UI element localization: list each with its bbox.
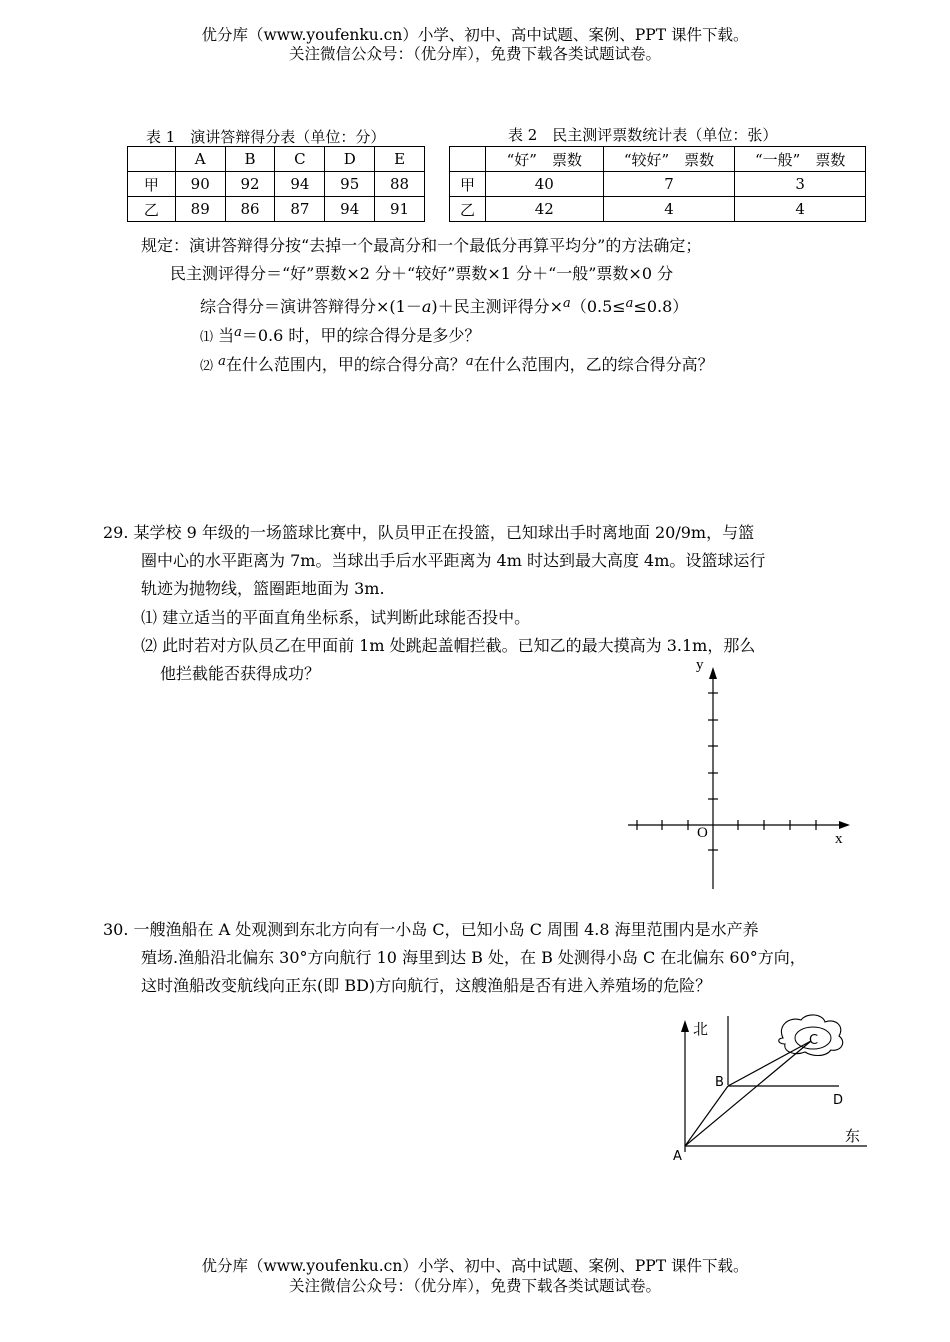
table-cell: 90 (175, 172, 225, 197)
q29-sub2-line-2: 他拦截能否获得成功？ (160, 664, 321, 683)
q29-text-1: 某学校 9 年级的一场篮球比赛中，队员甲正在投篮，已知球出手时离地面 20/9m，与篮 (133, 523, 755, 542)
table-cell: 92 (225, 172, 275, 197)
table-cell: 40 (485, 172, 603, 197)
table-row (128, 147, 425, 172)
table-row (128, 197, 425, 222)
north-label: 北 (693, 1020, 709, 1038)
segment-bc (728, 1041, 811, 1086)
table-cell: 91 (375, 197, 425, 222)
variable-a: a (465, 354, 474, 369)
footer-line-1: 优分库（www.youfenku.cn）小学、初中、高中试题、案例、PPT 课件下载。 (201, 1257, 749, 1275)
q30-line-3: 这时渔船改变航线向正东(即 BD)方向航行，这艘渔船是否有进入养殖场的危险？ (141, 976, 712, 995)
table-cell: 95 (325, 172, 375, 197)
y-axis-label: y (696, 657, 704, 673)
table-row (450, 172, 866, 197)
table2-caption: 表 2 民主测评票数统计表（单位：张） (508, 126, 778, 144)
north-arrow (681, 1020, 689, 1032)
q29-sub2-line-1: ⑵ 此时若对方队员乙在甲面前 1m 处跳起盖帽拦截。已知乙的最大摸高为 3.1m，那么 (141, 636, 756, 655)
rule-line-2: 民主测评得分＝“好”票数×2 分＋“较好”票数×1 分＋“一般”票数×0 分 (170, 264, 674, 283)
speech-score-table (127, 146, 425, 222)
q29-sub1: ⑴ 建立适当的平面直角坐标系，试判断此球能否投中。 (141, 608, 531, 627)
origin-label: O (697, 825, 708, 841)
q30-text-1: 一艘渔船在 A 处观测到东北方向有一小岛 C，已知小岛 C 周围 4.8 海里范围内是水产养 (133, 920, 759, 939)
table-cell: 94 (275, 172, 325, 197)
footer-line-2: 关注微信公众号：（优分库），免费下载各类试题试卷。 (288, 1277, 661, 1295)
table-cell: 4 (735, 197, 866, 222)
variable-a: a (234, 325, 242, 340)
header-line-2: 关注微信公众号：（优分库），免费下载各类试题试卷。 (288, 45, 661, 63)
y-axis-arrow (709, 667, 717, 679)
rule3-range-pre: （0.5≤ (570, 297, 626, 316)
table-cell: 88 (375, 172, 425, 197)
rule3-pre: 综合得分＝演讲答辩得分×(1－ (200, 297, 422, 316)
east-label: 东 (845, 1127, 861, 1145)
q28-sub2 (200, 352, 714, 377)
q29-line-1 (103, 519, 754, 547)
q30-line-2: 殖场.渔船沿北偏东 30°方向航行 10 海里到达 B 处，在 B 处测得小岛 C 在北偏东 60°方向， (141, 948, 806, 967)
table-cell: 3 (735, 172, 866, 197)
coordinate-axes (620, 655, 860, 895)
q29-line-2: 圈中心的水平距离为 7m。当球出手后水平距离为 4m 时达到最大高度 4m。设篮球运行 (141, 551, 766, 570)
point-b-label: B (715, 1075, 724, 1090)
variable-a: a (625, 296, 634, 311)
header-line-1: 优分库（www.youfenku.cn）小学、初中、高中试题、案例、PPT 课件下载。 (201, 26, 749, 44)
rule-line-3 (200, 294, 688, 317)
point-c-label: C (809, 1033, 819, 1048)
rule3-mid: )＋民主测评得分× (431, 297, 564, 316)
table-cell: 94 (325, 197, 375, 222)
table-cell (128, 147, 176, 172)
table-cell: 42 (485, 197, 603, 222)
table-header-cell: “较好” 票数 (603, 147, 735, 172)
vote-count-table (449, 146, 866, 222)
table-cell: 87 (275, 197, 325, 222)
question-number: 30. (103, 920, 129, 939)
table-header-cell: B (225, 147, 275, 172)
row-label: 乙 (128, 197, 176, 222)
table-header-cell: E (375, 147, 425, 172)
segment-ac (685, 1041, 811, 1146)
variable-a: a (218, 354, 226, 369)
variable-a: a (563, 296, 571, 311)
sub-number: ⑴ (200, 330, 214, 345)
sub-number: ⑵ (200, 359, 214, 374)
sub1-pre: 当 (213, 326, 235, 345)
table-cell: 4 (603, 197, 735, 222)
table-row (450, 197, 866, 222)
table-cell (450, 147, 486, 172)
row-label: 甲 (128, 172, 176, 197)
sub1-post: ＝0.6 时，甲的综合得分是多少？ (241, 326, 481, 345)
row-label: 甲 (450, 172, 486, 197)
sub2-post: 在什么范围内，乙的综合得分高？ (473, 355, 714, 374)
sub2-mid: 在什么范围内，甲的综合得分高？ (225, 355, 466, 374)
table-row (128, 172, 425, 197)
rule3-range-post: ≤0.8） (633, 297, 689, 316)
navigation-diagram (665, 1010, 875, 1165)
rule-line-1: 规定：演讲答辩得分按“去掉一个最高分和一个最低分再算平均分”的方法确定； (141, 236, 702, 255)
x-axis-label: x (835, 831, 843, 847)
table-header-cell: C (275, 147, 325, 172)
q29-line-3: 轨迹为抛物线，篮圈距地面为 3m. (141, 579, 385, 598)
q30-line-1 (103, 916, 759, 944)
q28-sub1 (200, 323, 480, 348)
table-header-cell: “一般” 票数 (735, 147, 866, 172)
table-header-cell: D (325, 147, 375, 172)
variable-a: a (421, 297, 432, 316)
table-cell: 89 (175, 197, 225, 222)
table1-caption: 表 1 演讲答辩得分表（单位：分） (146, 128, 386, 146)
question-number: 29. (103, 523, 129, 542)
table-header-cell: “好” 票数 (485, 147, 603, 172)
table-row (450, 147, 866, 172)
table-cell: 86 (225, 197, 275, 222)
table-cell: 7 (603, 172, 735, 197)
table-header-cell: A (175, 147, 225, 172)
row-label: 乙 (450, 197, 486, 222)
point-a-label: A (673, 1149, 682, 1164)
x-axis-arrow (839, 821, 850, 829)
point-d-label: D (833, 1093, 844, 1108)
